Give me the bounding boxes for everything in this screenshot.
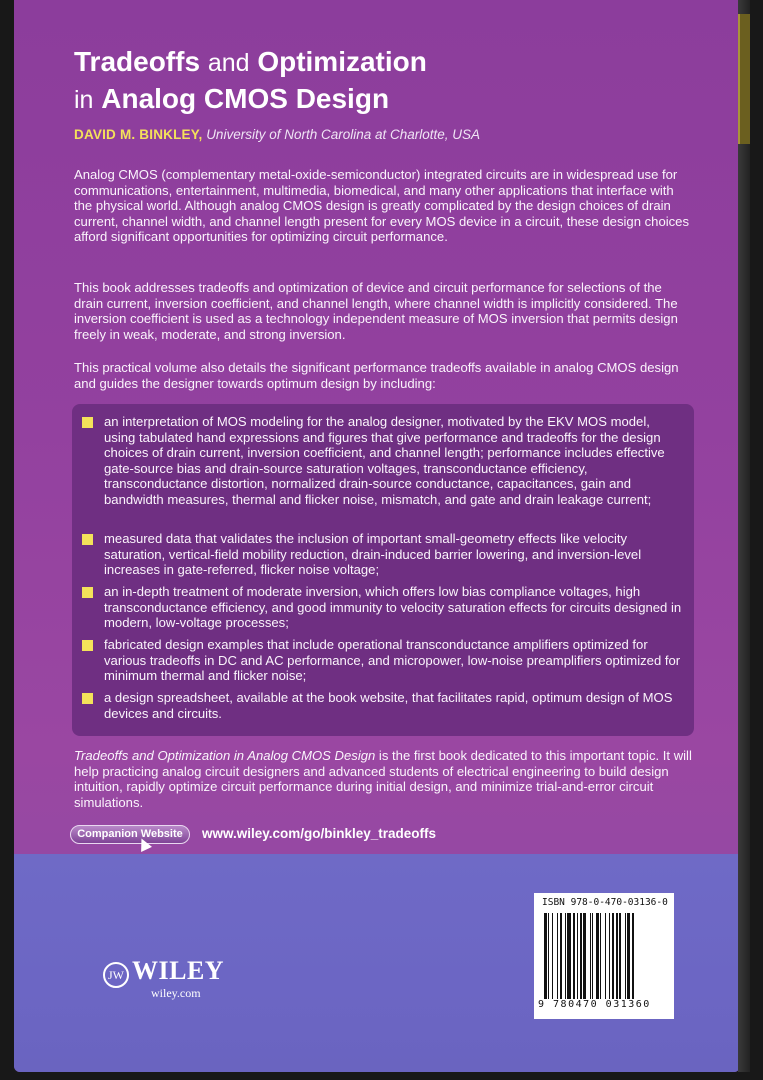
title-word-analog-cmos-design: Analog CMOS Design (101, 83, 390, 114)
feature-bullet-text: an in-depth treatment of moderate inversion, which offers low bias compliance voltages, high transconductance efficiency, and good immunity to velocity saturation effects for circuits designed in modern, low-voltage processes; (104, 584, 682, 631)
title-word-in: in (74, 86, 94, 114)
companion-website-url[interactable]: www.wiley.com/go/binkley_tradeoffs (202, 826, 437, 841)
spine-label (738, 14, 750, 144)
bullet-square-icon (82, 417, 93, 428)
feature-bullet-5 (82, 690, 682, 721)
spine-edge (738, 0, 750, 1072)
title-word-tradeoffs: Tradeoffs (74, 46, 201, 77)
bullet-square-icon (82, 693, 93, 704)
feature-bullet-text: fabricated design examples that include operational transconductance amplifiers optimized for various tradeoffs in DC and AC performance, and micropower, low-noise preamplifiers optimized for minimum thermal and flicker noise; (104, 637, 681, 684)
author-name: DAVID M. BINKLEY, (74, 127, 203, 142)
description-paragraph-2: This book addresses tradeoffs and optimization of device and circuit performance for selections of the drain current, inversion coefficient, and channel length, where channel width is implicitly considered. The inversion coefficient is used as a technology independent measure of MOS inversion that permits design freely in weak, moderate, and strong inversion. (74, 280, 678, 342)
back-cover (14, 0, 740, 1072)
closing-text: is the first book dedicated to this important topic. It will help practicing analog circuit designers and advanced students of electrical engineering to build design intuition, rapidly optimize circuit performance during initial design, and minimize trial-and-error circuit simulations. (74, 748, 692, 810)
feature-bullet-text: an interpretation of MOS modeling for the analog designer, motivated by the EKV MOS model, using tabulated hand expressions and figures that give performance and tradeoffs for the design choices of drain current, inversion coefficient, and channel length; performance includes effective gate-source bias and drain-source saturation voltages, transconductance efficiency, transconductance distortion, normalized drain-source conductance, capacitances, gain and bandwidth measures, thermal and flicker noise, mismatch, and gate and drain leakage current; (104, 414, 665, 507)
barcode-label (534, 893, 674, 1019)
closing-title-italic: Tradeoffs and Optimization in Analog CMOS Design (74, 748, 376, 763)
bullet-square-icon (82, 587, 93, 598)
title-word-and: and (207, 49, 250, 77)
bullet-square-icon (82, 534, 93, 545)
wiley-seal-icon: JW (103, 962, 129, 988)
publisher-logo (103, 956, 225, 1000)
barcode-digits: 9 780470 031360 (538, 999, 651, 1010)
bullet-square-icon (82, 640, 93, 651)
title-word-optimization: Optimization (257, 46, 427, 77)
isbn-text: ISBN 978-0-470-03136-0 (542, 897, 668, 908)
author-affiliation: University of North Carolina at Charlotte, USA (206, 127, 481, 142)
feature-bullet-3 (82, 584, 682, 631)
companion-website-badge[interactable]: Companion Website (70, 825, 190, 844)
feature-bullet-1 (82, 414, 682, 508)
wiley-wordmark: WILEY (132, 956, 225, 985)
author-line (74, 127, 480, 142)
feature-bullet-4 (82, 637, 682, 684)
description-paragraph-1: Analog CMOS (complementary metal-oxide-semiconductor) integrated circuits are in widespread use for communications, entertainment, multimedia, biomedical, and many other applications that interface with the physical world. Although analog CMOS design is greatly complicated by the design choices of drain current, channel width, and channel length present for every MOS device in a circuit, these design choices afford significant opportunities for optimizing circuit performance. (74, 167, 690, 245)
feature-bullet-2 (82, 531, 682, 578)
barcode-icon (544, 913, 666, 999)
closing-paragraph (74, 748, 694, 810)
description-paragraph-3: This practical volume also details the significant performance tradeoffs available in analog CMOS design and guides the designer towards optimum design by including: (74, 360, 679, 391)
book-title (74, 44, 427, 118)
feature-bullet-text: a design spreadsheet, available at the book website, that facilitates rapid, optimum design of MOS devices and circuits. (104, 690, 673, 721)
wiley-site: wiley.com (151, 986, 201, 1000)
feature-bullet-text: measured data that validates the inclusion of important small-geometry effects like velocity saturation, vertical-field mobility reduction, drain-induced barrier lowering, and inversion-level increases in gate-referred, flicker noise voltage; (104, 531, 642, 578)
